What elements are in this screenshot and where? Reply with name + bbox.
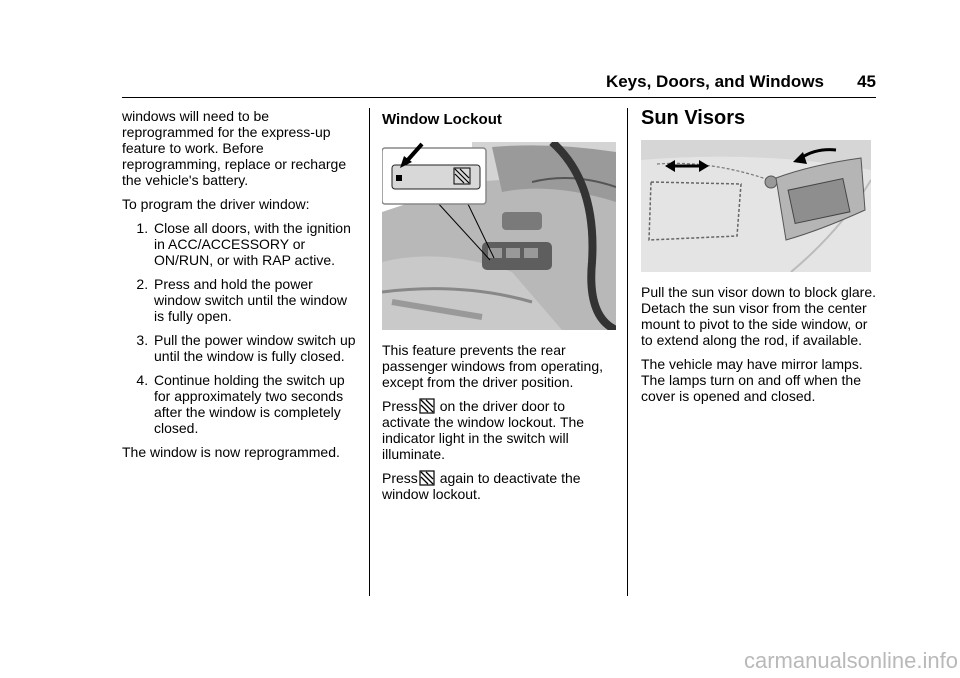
door-panel-illustration [382,142,616,330]
section-heading: Window Lockout [382,111,502,128]
window-lockout-icon [419,398,435,414]
watermark: carmanualsonline.info [743,648,958,673]
press-label: Press [382,398,418,414]
paragraph [382,398,616,462]
list-item: 2. Press and hold the power window switch until the window is fully open. [152,276,358,324]
instruction-text: on the driver door to activate the window lockout. The indicator light in the switch will illuminate. [382,398,585,462]
column-divider [369,108,370,596]
paragraph: Pull the sun visor down to block glare. Detach the sun visor from the center mount to pivot to the side window, or to extend along the rod, if available. [641,284,877,348]
section-heading: Sun Visors [641,107,746,129]
page-number: 45 [857,72,876,91]
page-header [122,71,876,98]
press-label: Press [382,470,418,486]
paragraph: windows will need to be reprogrammed for the express-up feature to work. Before reprogramming, replace or recharge the vehicle's battery. [122,108,347,188]
section-title: Keys, Doors, and Windows [605,72,824,91]
paragraph: This feature prevents the rear passenger windows from operating, except from the driver position. [382,342,604,390]
paragraph: The vehicle may have mirror lamps. The lamps turn on and off when the cover is opened and closed. [641,356,863,404]
paragraph: To program the driver window: [122,196,310,212]
list-item: 3. Pull the power window switch up until the window is fully closed. [152,332,358,364]
window-lockout-icon [419,470,435,486]
column-1 [122,108,358,468]
paragraph: The window is now reprogrammed. [122,444,340,460]
column-2 [382,108,616,510]
sun-visor-illustration [641,140,871,272]
paragraph [382,470,616,502]
list-item: 1. Close all doors, with the ignition in ACC/ACCESSORY or ON/RUN, or with RAP active. [152,220,358,268]
list-item: 4. Continue holding the switch up for approximately two seconds after the window is completely closed. [152,372,358,436]
column-divider [627,108,628,596]
column-3 [641,108,877,412]
instruction-text: again to deactivate the window lockout. [382,470,581,502]
step-list [122,220,358,436]
